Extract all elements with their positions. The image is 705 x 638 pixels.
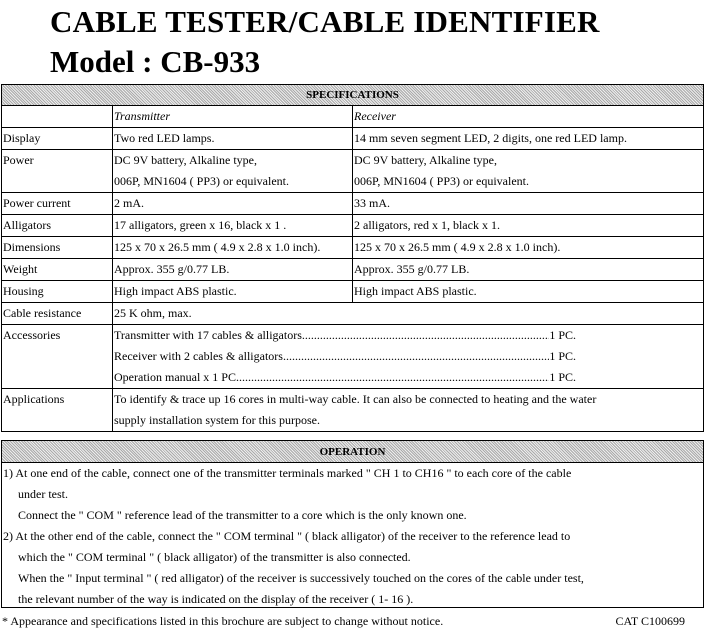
accessory-name: Receiver with 2 cables & alligators [114,349,283,363]
text-line: 125 x 70 x 26.5 mm ( 4.9 x 2.8 x 1.0 inch). [114,240,321,254]
text-line: 2 mA. [114,196,144,210]
receiver-value [353,237,704,259]
table-row-housing [2,281,704,303]
operation-line: under test. [18,487,68,501]
text-line: 14 mm seven segment LED, 2 digits, one red LED lamp. [354,131,627,145]
table-row-display [2,128,704,150]
text-line: 33 mA. [354,196,390,210]
transmitter-value [113,237,353,259]
text-line: supply installation system for this purpose. [114,413,320,427]
text-line: 2 alligators, red x 1, black x 1. [354,218,500,232]
accessory-qty: 1 PC. [549,328,576,342]
row-label: Power [2,150,113,193]
column-header-receiver: Receiver [353,106,704,128]
text-line: 17 alligators, green x 16, black x 1 . [114,218,287,232]
operation-box [1,440,704,608]
receiver-value [353,281,704,303]
dot-leader [283,346,549,367]
row-label: Alligators [2,215,113,237]
accessories-list [113,325,704,389]
row-label: Power current [2,193,113,215]
text-line: To identify & trace up 16 cores in multi-way cable. It can also be connected to heating and the water [114,392,597,406]
transmitter-value [113,193,353,215]
text-line: High impact ABS plastic. [354,284,477,298]
table-row-power-current [2,193,704,215]
transmitter-value [113,259,353,281]
accessory-item [114,346,576,367]
applications-text [113,389,704,432]
receiver-value [353,193,704,215]
row-label: Dimensions [2,237,113,259]
table-row-accessories [2,325,704,389]
text-line: Two red LED lamps. [114,131,215,145]
text-line: 125 x 70 x 26.5 mm ( 4.9 x 2.8 x 1.0 inch). [354,240,561,254]
accessory-name: Operation manual x 1 PC [114,370,236,384]
column-header-blank [2,106,113,128]
text-line: DC 9V battery, Alkaline type, [354,153,497,167]
model-title: Model : CB-933 [50,44,261,79]
document-title: CABLE TESTER/CABLE IDENTIFIER [50,4,600,39]
receiver-value [353,150,704,193]
transmitter-value [113,128,353,150]
transmitter-value [113,281,353,303]
catalog-code: CAT C100699 [615,614,685,628]
text-line: Approx. 355 g/0.77 LB. [354,262,470,276]
text-line: 006P, MN1604 ( PP3) or equivalent. [114,174,289,188]
accessory-qty: 1 PC. [549,349,576,363]
accessory-item [114,367,576,388]
table-row-power [2,150,704,193]
operation-header: OPERATION [2,441,703,463]
accessory-qty: 1 PC. [549,370,576,384]
table-row-applications [2,389,704,432]
operation-line: Connect the " COM " reference lead of the transmitter to a core which is the only known one. [18,508,467,522]
operation-line: 1) At one end of the cable, connect one of the transmitter terminals marked " CH 1 to CH16 " to each core of the cable [3,466,572,480]
transmitter-value [113,215,353,237]
operation-line: which the " COM terminal " ( black alligator) of the transmitter is also connected. [18,550,411,564]
row-label: Display [2,128,113,150]
text-line: Approx. 355 g/0.77 LB. [114,262,230,276]
column-header-transmitter: Transmitter [113,106,353,128]
transmitter-value [113,150,353,193]
row-label: Applications [2,389,113,432]
table-row-cable-resistance [2,303,704,325]
table-row-alligators [2,215,704,237]
receiver-value [353,215,704,237]
dot-leader [236,367,549,388]
operation-line: the relevant number of the way is indicated on the display of the receiver ( 1- 16 ). [18,592,414,606]
row-label: Weight [2,259,113,281]
row-label: Cable resistance [2,303,113,325]
dot-leader [302,325,549,346]
specifications-table [1,84,704,432]
row-label: Housing [2,281,113,303]
row-value: 25 K ohm, max. [113,303,704,325]
table-row-dimensions [2,237,704,259]
operation-line: When the " Input terminal " ( red alligator) of the receiver is successively touched on the cores of the cable under test, [18,571,584,585]
text-line: DC 9V battery, Alkaline type, [114,153,257,167]
receiver-value [353,259,704,281]
accessory-name: Transmitter with 17 cables & alligators [114,328,302,342]
text-line: 006P, MN1604 ( PP3) or equivalent. [354,174,529,188]
operation-line: 2) At the other end of the cable, connect the " COM terminal " ( black alligator) of the receiver to the reference lead to [3,529,571,543]
footer [2,613,685,629]
accessory-item [114,325,576,346]
row-label: Accessories [2,325,113,389]
disclaimer-note: * Appearance and specifications listed in this brochure are subject to change without notice. [2,614,444,628]
specifications-header: SPECIFICATIONS [2,85,704,106]
table-row-weight [2,259,704,281]
text-line: High impact ABS plastic. [114,284,237,298]
receiver-value [353,128,704,150]
